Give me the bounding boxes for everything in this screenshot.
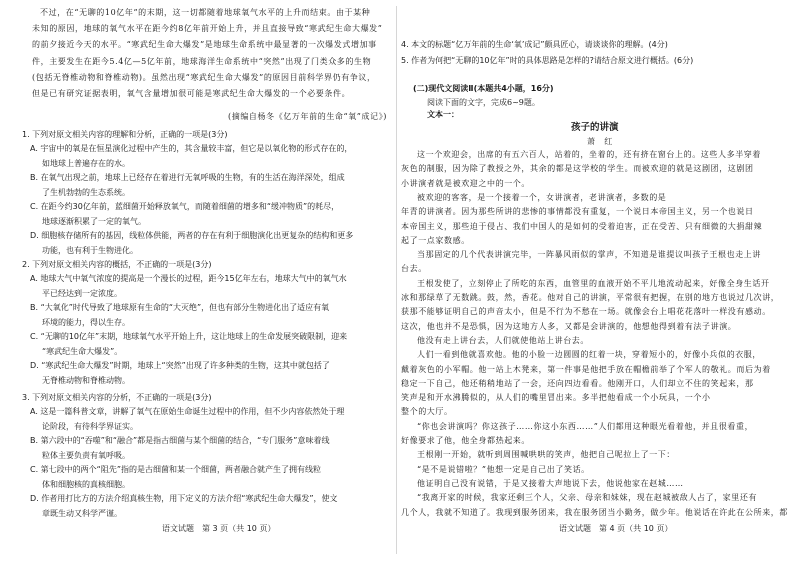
story-line: 起了一点家数感。 [401,235,470,245]
q2-option-cont: 无脊椎动物和脊椎动物。 [42,375,130,385]
q1-option: B. 在氧气出现之前，地球上已经存在着进行无氧呼吸的生物，有的生活在海洋深处，组成 [30,173,345,182]
story-title: 孩子的讲演 [571,122,619,133]
passage-source: (摘编自杨冬《亿万年前的生命“氧”成记》) [228,112,388,121]
story-line: 王根刚一开始，就听到周围喊哄哄的笑声，他把自己呢拉上了一下： [417,450,675,460]
intro-line: 件，主要发生在距今5.4亿—5亿年前，地球海洋生命系统中“突然”出现了门类众多的生物 [32,56,372,66]
intro-line: 不过，在“无聊的10亿年”的末期，这一切都随着地球氧气水平的上升而结束。由于某种 [40,8,371,17]
q2-stem: 2. 下列对原文相关内容的概括，不正确的一项是(3分) [22,260,212,269]
story-line: 他证明自己没有说错，于是又接着大声地说下去，他说他家在赵城…… [417,478,684,488]
story-line: 整个的大厅。 [401,407,453,417]
section-heading: (二)现代文阅读Ⅱ(本题共4小题，16分) [413,84,554,93]
story-line: 王根发使了，立刻停止了所吃的东西，血管里的血液开始不平儿地流动起来，好像全身生话开 [417,278,770,288]
story-line: “我离开家的时候，我家还剩三个人，父亲、母亲和妹妹，现在赵城被敌人占了，家里还有 [417,493,758,503]
story-line: 灰色的制服，因为除了教授之外，其余的都是这学校的学生。而被欢迎的就是这剧团，这剧团 [401,164,754,174]
story-line: 当那固定的几个代表讲演完毕，一阵暴风雨似的掌声，不知道是谁提议叫孩子王根也走上讲 [417,250,761,260]
story-line: 好像要求了他，他全身都热起来。 [401,436,530,445]
q1-stem: 1. 下列对原文相关内容的理解和分析，正确的一项是(3分) [22,130,228,139]
q1-option: D. 细胞核存储所有的基因，线粒体供能，两者的存在有利于细胞演化出更复杂的结构和更多 [30,231,354,240]
q3-option: D. 作者用打比方的方法介绍真核生物，用下定义的方法介绍“寒武纪生命大爆发”，使文 [30,494,338,503]
q3-option-cont: 论阶段，有待科学界证实。 [42,421,138,431]
q2-option: A. 地球大气中氧气浓度的提高是一个漫长的过程，距今15亿年左右，地球大气中的氧气水 [30,274,347,283]
q1-option: A. 宇宙中的氧是在恒星演化过程中产生的，其含量较丰富，但它是以氧化物的形式存在的， [30,144,353,153]
story-line: 台去。 [401,264,427,274]
q3-option-cont: 粒体主要负责有氧呼吸。 [42,450,130,460]
story-line: 冰和那绿草了无数跳。鼓，然，香花。他对自己的讲演，平常很有把握，在别的地方也说过几次讲， [401,293,780,302]
question-4: 4. 本文的标题“亿万年前的生命‘氧’成记”颇具匠心，请谈谈你的理解。(4分) [401,40,668,49]
story-line: 笑声是和开水沸腾似的，从人们的嘴里冒出来。多半把他看成一个小玩具，一个小 [401,393,711,403]
story-line: 小讲演者就是被欢迎之中的一个。 [401,178,530,188]
q3-option-cont: 体和细胞核的真核细胞。 [42,479,130,489]
intro-line: 的前夕接近今天的水平。“寒武纪生命大爆发”是地球生命系统中最显著的一次爆发式增加事 [32,40,377,50]
section-instruction: 阅读下面的文字，完成6~9题。 [427,98,540,107]
text-label: 文本一： [427,110,459,119]
q1-option: C. 在距今约30亿年前，蓝细菌开始释放氧气，而随着细菌的增多和“缓冲物质”的耗尽， [30,202,340,211]
page-footer-left: 语文试题 第 3 页（共 10 页） [162,524,276,533]
intro-line: 但是已有研究证据表明，氧气含量增加很可能是寒武纪生命大爆发的一个必要条件。 [32,89,351,98]
intro-line: 未知的原因，地球的氧气水平在距今约8亿年前开始上升，并且直接导致“寒武纪生命大爆发” [32,24,383,34]
story-line: “你也会讲演吗？你这孩子……你这小东西……”人们都用这种眼光看着他，并且很看重， [417,421,754,431]
intro-line: (包括无脊椎动物和脊椎动物)。虽然出现“寒武纪生命大爆发”的原因目前科学界仍有争议， [32,72,376,82]
q1-option-cont: 功能，也有利于生物进化。 [42,245,138,255]
q2-option: B. “大氧化”时代导致了地球原有生命的“大灭绝”，但也有部分生物进化出了适应有氧 [30,303,330,312]
story-line: 获那不能够证明自己的声音太小，但是不行为不愁在一场。就像会台上唱花花落叶一样没有感动。 [401,307,771,317]
q3-option: A. 这是一篇科普文章，讲解了氧气在原始生命诞生过程中的作用，但不少内容依然处于理 [30,407,345,416]
q2-option-cont: “寒武纪生命大爆发”。 [42,346,123,356]
story-line: 戴着灰色的小军帽。他一站上木凳来，第一件事是他把手放在帽檐前举了个军人的敬礼。而后为着 [401,364,771,374]
page-footer-right: 语文试题 第 4 页（共 10 页） [559,524,673,533]
story-line: 稳定一下自己，他还稍稍地站了一会，还向四边看看。他刚开口，人们却立不住的笑起来，那 [401,378,754,388]
story-line: “是不是说错啦？”他想一定是自己出了笑话。 [417,464,590,474]
story-line: 人们一看到他就喜欢他。他的小脸一边圆圆的红着一块，穿着短小的，好像小兵似的衣服， [417,350,761,360]
story-line: 这次，他也并不是恐惧，因为这地方人多，又都是会讲演的，他想他得到着有法子讲演。 [401,321,737,331]
q3-option-cont: 章既生动又科学严谨。 [42,508,122,518]
story-line: 被欢迎的客客，是一个接着一个，女讲演者，老讲演者，多数的是 [417,192,667,202]
question-5: 5. 作者为何把“无聊的10亿年”时的具体思路是怎样的?请结合原文进行概括。(6分) [401,56,694,65]
story-line: 他没有走上讲台去，人们就使他站上讲台去。 [417,335,589,345]
q1-option-cont: 如地球上普遍存在的水。 [42,158,130,168]
q3-stem: 3. 下列对原文相关内容的分析，不正确的一项是(3分) [22,393,212,402]
q2-option-cont: 平已经达到一定浓度。 [42,288,122,298]
q2-option: D. “寒武纪生命大爆发”时期，地球上“突然”出现了许多种类的生物，这其中就包括了 [30,361,330,370]
story-line: 这一个欢迎会，出席的有五六百人，站着的，坐着的，还有挤在窗台上的。这些人多半穿着 [417,150,761,159]
story-line: 年青的讲演者。因为那些所讲的悲惨的事情都没有重复，一个说日本帝国主义，另一个也说日 [401,207,754,217]
story-author: 萧 红 [587,137,613,146]
q3-option: C. 第七段中的两个“阻先”指的是古细菌和某一个细菌，两者融合就产生了拥有线粒 [30,465,321,474]
story-line: 几个人，我就不知道了。我现到服务团来，我在服务团当小勤务，做少年。他说话在许此在公所来，都 [401,507,788,517]
page-4 [397,0,794,561]
story-line: 本帝国主义，那些迫于侵占、我们中国人的是如何的受着迫害，正在受苦、只有细微的大捐甜辣 [401,221,763,231]
q3-option: B. 第六段中的“吞噬”和“融合”都是指古细菌与某个细菌的结合，“专门服务”意味着线 [30,436,330,445]
q2-option: C. “无聊的10亿年”末期，地球氧气水平开始上升，这让地球上的生命发展突破限制，迎来 [30,332,348,341]
q2-option-cont: 环境的能力，得以生存。 [42,317,130,327]
q1-option-cont: 地球逐渐积累了一定的氧气。 [42,216,146,226]
q1-option-cont: 了生机勃勃的生态系统。 [42,187,130,197]
